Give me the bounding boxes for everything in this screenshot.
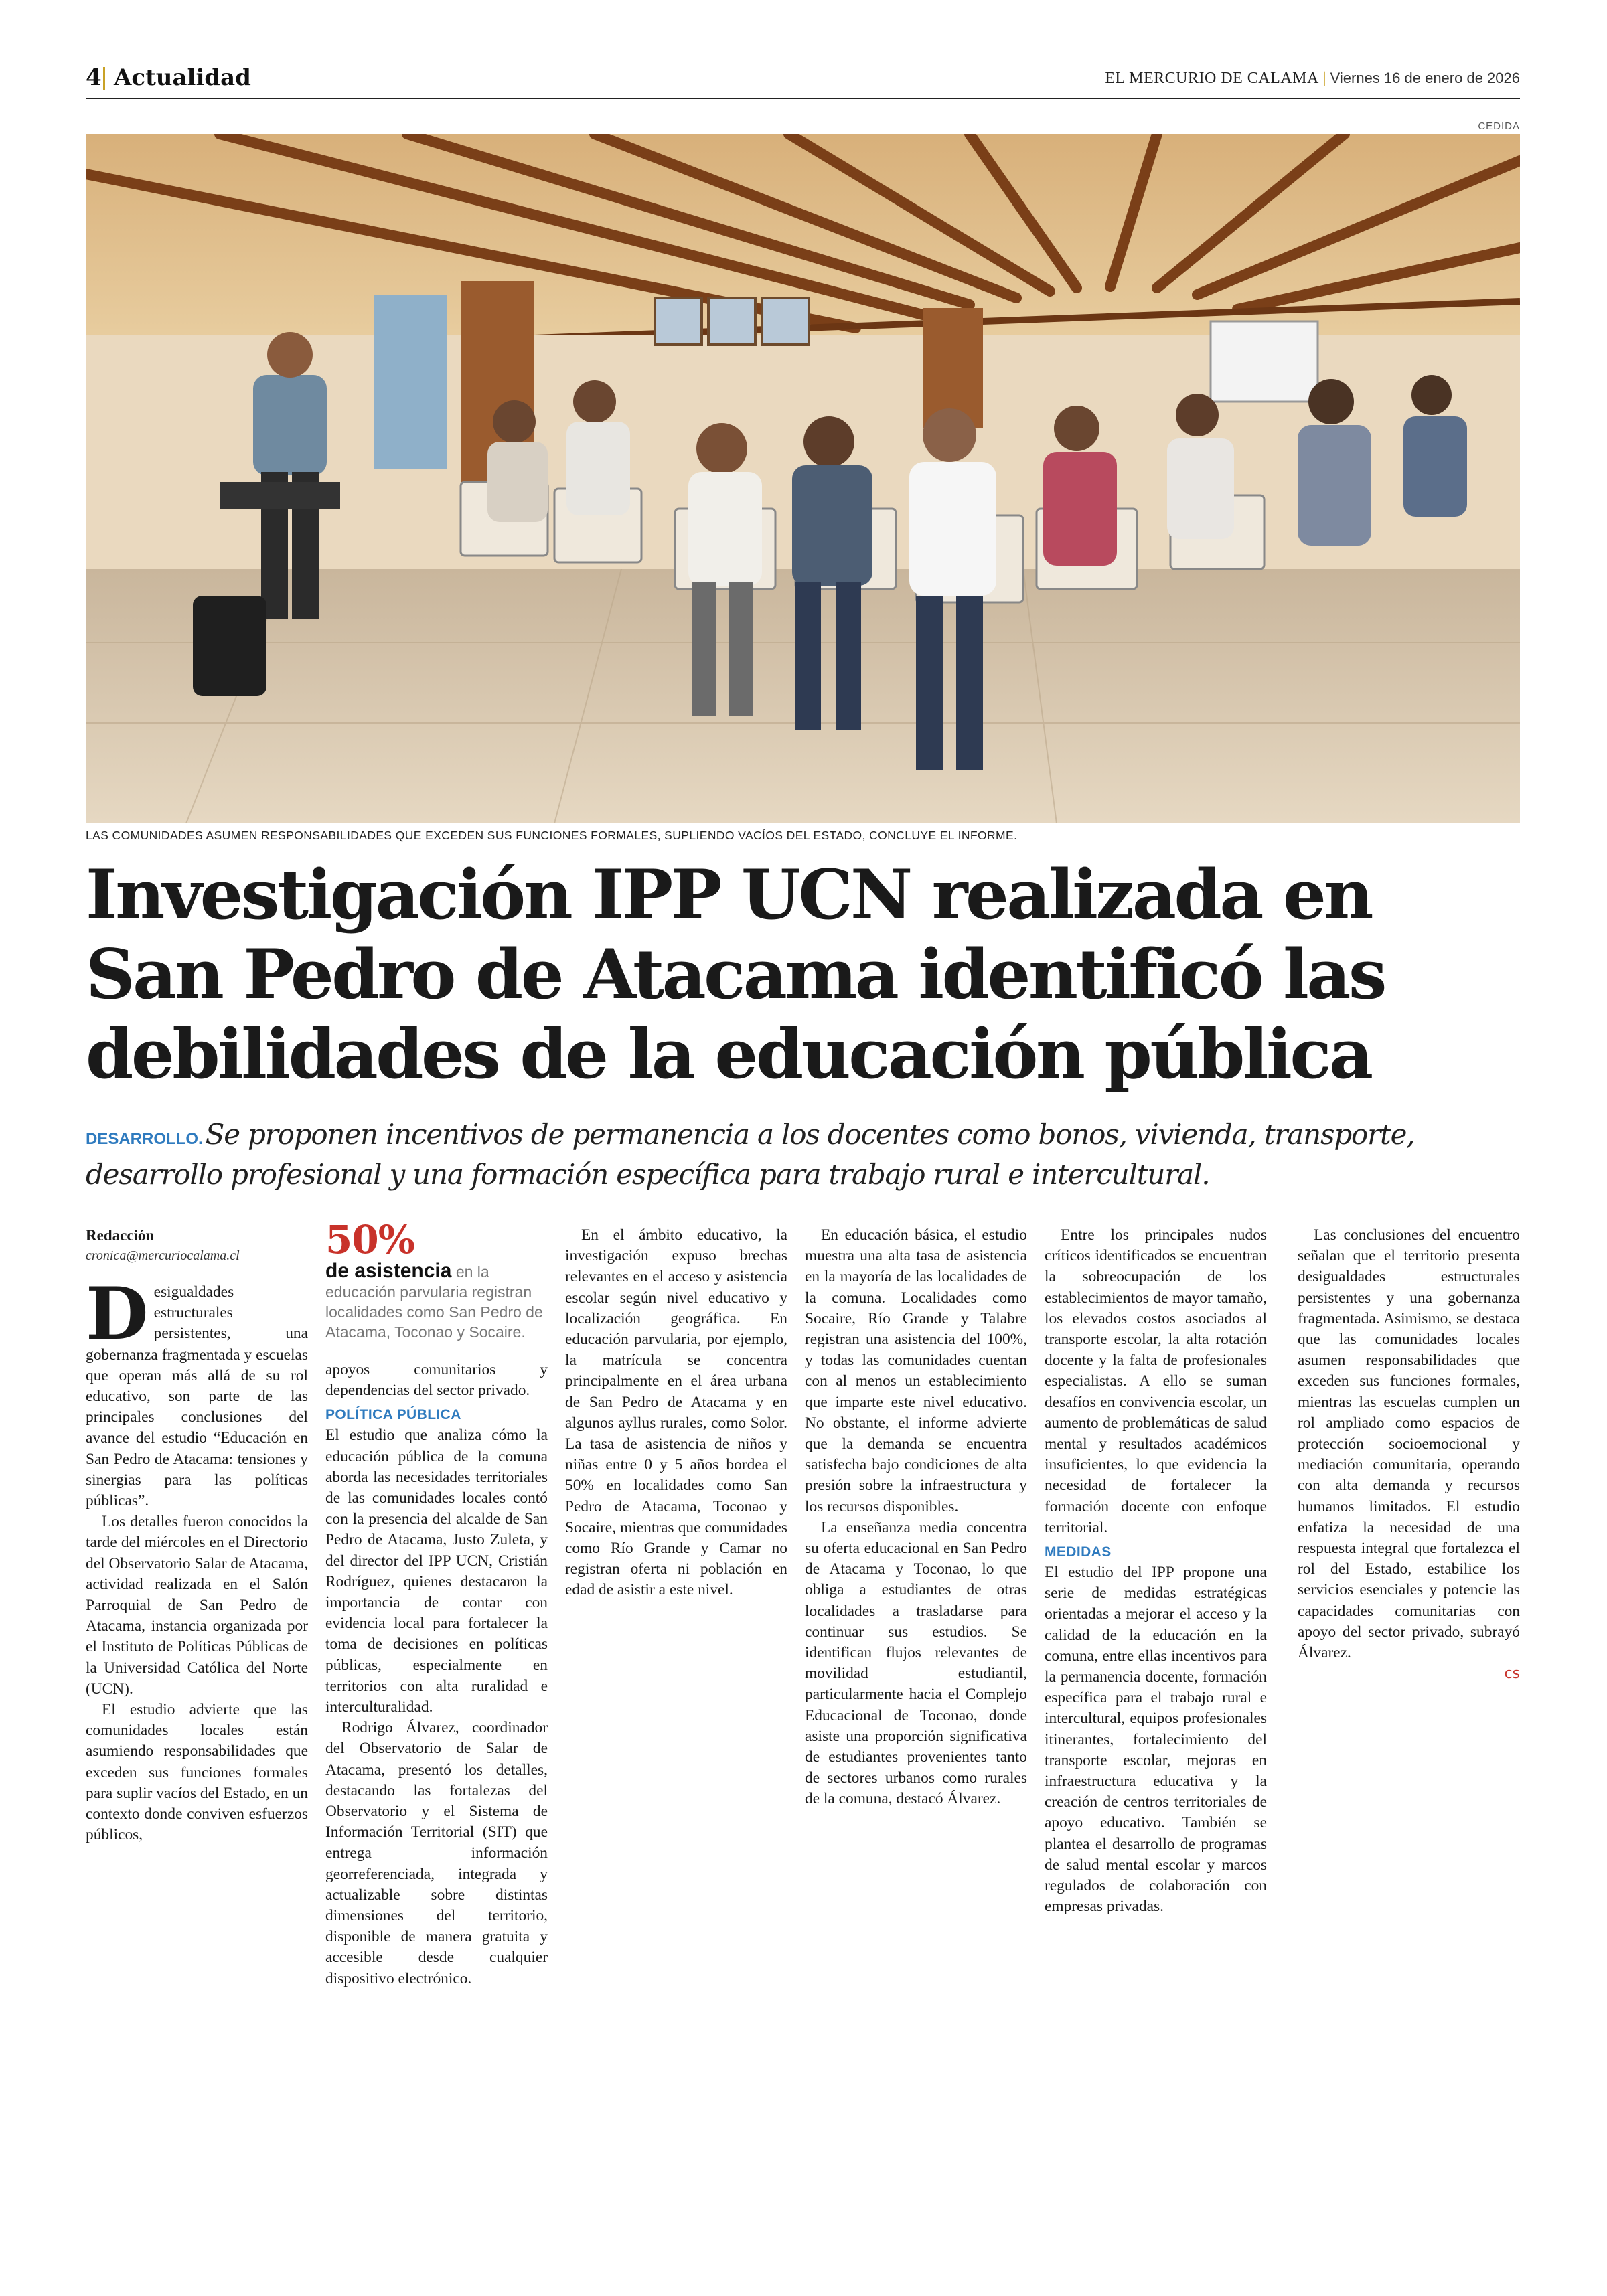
kicker-line-1 — [86, 1117, 1520, 1157]
article-paragraph: Desigualdades estructurales persistentes, una gobernanza fragmentada y escuelas que operan más allá de su rol educativo, son parte de las principales conclusiones del avance del estudio “Educación en San Pedro de Atacama: tensiones y sinergias para las políticas públicas”. — [86, 1272, 308, 1510]
kicker-text-2: desarrollo profesional y una formación específica para trabajo rural e intercultural. — [86, 1158, 1210, 1191]
article-column-5 — [1045, 1225, 1267, 1918]
kicker-text-1: Se proponen incentivos de permanencia a los docentes como bonos, vivienda, transporte, — [205, 1118, 1415, 1151]
stat-label: de asistencia — [325, 1260, 452, 1282]
article-column-4 — [805, 1225, 1027, 1810]
headline-line-2: San Pedro de Atacama identificó las — [86, 934, 1385, 1015]
header-pipe: | — [1322, 70, 1326, 87]
article-column-2 — [325, 1217, 548, 1989]
article-paragraph: La enseñanza media concentra su oferta educacional en San Pedro de Atacama y Toconao, lo que obliga a estudiantes de otras localidades a trasladarse para continuar sus estudios. Se identifican flujos relevantes de movilidad estudiantil, particularmente hacia el Complejo Educacional de Toconao, donde asiste una proporción significativa de estudiantes provenientes tanto de sectores urbanos como rurales de la comuna, destacó Álvarez. — [805, 1518, 1027, 1808]
drop-cap: D — [86, 1272, 149, 1356]
stat-number: 50% — [325, 1217, 414, 1262]
headline-line-3: debilidades de la educación pública — [86, 1014, 1371, 1094]
headline — [86, 855, 1520, 1094]
photo-illustration — [86, 134, 1520, 823]
issue-date: Viernes 16 de enero de 2026 — [1330, 70, 1520, 86]
subheading-medidas: MEDIDAS — [1045, 1544, 1112, 1560]
article-photo — [86, 134, 1520, 823]
article-paragraph: apoyos comunitarios y dependencias del sector privado. — [325, 1361, 548, 1400]
article-paragraph: El estudio advierte que las comunidades locales están asumiendo responsabilidades que exceden sus funciones formales para suplir vacíos del Estado, en un contexto donde conviven esfuerzos públicos, — [86, 1701, 308, 1844]
article-column-3 — [565, 1225, 787, 1601]
article-paragraph: Entre los principales nudos críticos identificados se encuentran la sobreocupación de los establecimientos de mayor tamaño, los elevados costos asociados al transporte escolar, la alta rotación docente y la falta de profesionales especialistas. A ello se suman desafíos en convivencia escolar, un aumento de problemáticas de salud mental y resultados académicos insuficientes, lo que evidencia la necesidad de fortalecer la formación docente con enfoque territorial. — [1045, 1226, 1267, 1536]
byline-email: cronica@mercuriocalama.cl — [86, 1248, 240, 1263]
article-paragraph: Los detalles fueron conocidos la tarde del miércoles en el Directorio del Observatorio Salar de Atacama, actividad realizada en el Salón Parroquial de San Pedro de Atacama, instancia organizada por el Instituto de Políticas Públicas de la Universidad Católica del Norte (UCN). — [86, 1513, 308, 1698]
photo-caption: LAS COMUNIDADES ASUMEN RESPONSABILIDADES QUE EXCEDEN SUS FUNCIONES FORMALES, SUPLIENDO VACÍOS DEL ESTADO, CONCLUYE EL INFORME. — [86, 829, 1018, 842]
article-paragraph: El estudio que analiza cómo la educación pública de la comuna aborda las necesidades territoriales de las comunidades locales contó con la presencia del alcalde de San Pedro de Atacama, Justo Zuleta, y del director del IPP UCN, Cristián Rodríguez, quienes destacaron la importancia de contar con evidencia local para fortalecer la toma de decisiones en políticas públicas, especialmente en territorios con alta ruralidad e interculturalidad. — [325, 1426, 548, 1716]
kicker — [86, 1117, 1520, 1192]
headline-line-1: Investigación IPP UCN realizada en — [86, 855, 1372, 935]
article-paragraph: El estudio del IPP propone una serie de medidas estratégicas orientadas a mejorar el acceso y la calidad de la educación en la comuna, entre ellas incentivos para la permanencia docente, formación específica para el trabajo rural e intercultural, equipos profesionales itinerantes, fortalecimiento del transporte escolar, mejoras en infraestructura educativa y la creación de centros territoriales de apoyo educativo. También se plantea el desarrollo de programas de salud mental escolar y marcos regulados de colaboración con empresas privadas. — [1045, 1564, 1267, 1916]
stat-body — [325, 1261, 548, 1342]
byline-author: Redacción — [86, 1227, 155, 1244]
subheading-politica-publica: POLÍTICA PÚBLICA — [325, 1407, 461, 1423]
article-paragraph: Rodrigo Álvarez, coordinador del Observatorio de Salar de Atacama, presentó los detalles, destacando las fortalezas del Observatorio y el Sistema de Información Territorial (SIT) que entrega información georreferenciada, integrada y actualizable sobre distintas dimensiones del territorio, disponible de manera gratuita y accesible desde cualquier dispositivo electrónico. — [325, 1719, 548, 1987]
newspaper-name: EL MERCURIO DE CALAMA — [1105, 70, 1319, 87]
kicker-tag: DESARROLLO. — [86, 1130, 203, 1148]
end-mark-icon: cs — [1504, 1665, 1520, 1683]
article-column-6 — [1298, 1225, 1520, 1684]
page-header — [86, 64, 1520, 99]
header-publication-info — [1105, 70, 1520, 88]
stat-callout — [325, 1218, 548, 1342]
section-name: Actualidad — [114, 64, 251, 91]
photo-credit: CEDIDA — [1478, 120, 1520, 132]
page-number: 4 — [86, 64, 102, 91]
article-paragraph: En el ámbito educativo, la investigación expuso brechas relevantes en el acceso y asistencia escolar según nivel educativo y localización geográfica. En educación parvularia, por ejemplo, la matrícula se concentra principalmente en el área urbana de San Pedro de Atacama y en algunos ayllus rurales, como Solor. La tasa de asistencia de niños y niñas entre 0 y 5 años bordea el 50% en localidades como San Pedro de Atacama, Toconao y Socaire, mientras que comunidades como Río Grande y Camar no registran oferta ni población en edad de asistir a este nivel. — [565, 1226, 787, 1599]
article-paragraph: Las conclusiones del encuentro señalan que el territorio presenta desigualdades estructurales persistentes y una gobernanza fragmentada. Asimismo, se destaca que las comunidades locales asumen responsabilidades que exceden sus funciones formales, mientras las escuelas cumplen un rol ampliado como espacios de protección socioemocional y mediación comunitaria, operando con alta demanda y recursos humanos limitados. El estudio enfatiza la necesidad de una respuesta integral que fortalezca el rol del Estado, estabilice los servicios esenciales y potencie las capacidades comunitarias con apoyo del sector privado, subrayó Álvarez. — [1298, 1226, 1520, 1662]
article-paragraph: En educación básica, el estudio muestra una alta tasa de asistencia en la mayoría de las localidades de la comuna. Localidades como Socaire, Río Grande y Talabre registran una asistencia del 100%, y todas las comunidades cuentan con al menos un establecimiento que imparte este nivel educativo. No obstante, el informe advierte que la demanda se encuentra satisfecha bajo condiciones de alta presión sobre la infraestructura y los recursos disponibles. — [805, 1226, 1027, 1515]
stat-text: en la educación parvularia registran localidades como San Pedro de Atacama, Toconao y Socaire. — [325, 1263, 543, 1341]
article-column-1 — [86, 1225, 308, 1846]
header-separator — [103, 67, 105, 90]
